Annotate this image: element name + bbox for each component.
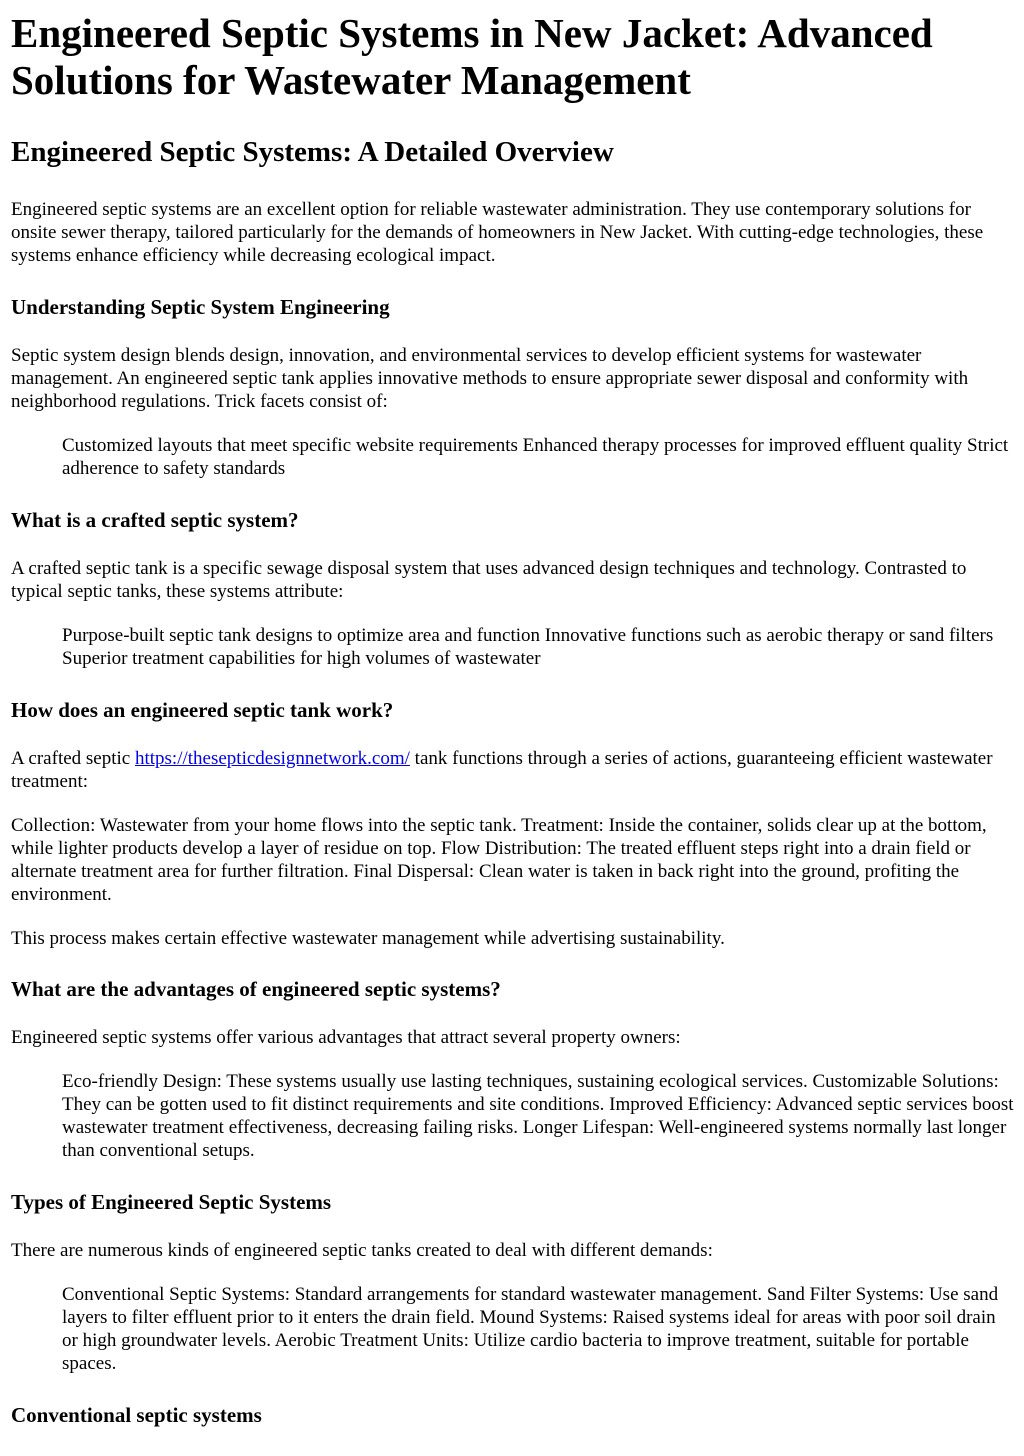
how-paragraph-end: tank functions through a series of actions, guaranteeing efficient wastewater treatment: [11,748,993,792]
conventional-heading: Conventional septic systems [11,1403,262,1427]
overview-paragraph: Engineered septic systems are an excellent option for reliable wastewater administration. They use contemporary solutions for onsite sewer therapy, tailored particularly for the demands of homeowners in New Jacket. With cutting-edge technologies, these systems enhance efficiency while decreasing ecological impact. [11,199,984,266]
advantages-paragraph: Engineered septic systems offer various advantages that attract several property owners: [11,1027,681,1048]
advantages-heading: What are the advantages of engineered septic systems? [11,977,501,1001]
how-paragraph-start: A crafted septic [11,748,135,769]
types-quote: Conventional Septic Systems: Standard arrangements for standard wastewater management. Sand Filter Systems: Use sand layers to filter effluent prior to it enters the drain field. Mound Systems: Raised systems ideal for areas with poor soil drain or high groundwater levels. Aerobic Treatment Units: Utilize cardio bacteria to improve treatment, suitable for portable spaces. [62,1284,999,1374]
understanding-paragraph: Septic system design blends design, innovation, and environmental services to develop efficient systems for wastewater management. An engineered septic tank applies innovative methods to ensure appropriate sewer disposal and conformity with neighborhood regulations. Trick facets consist of: [11,345,969,412]
article [0,10,1024,1428]
how-paragraph [11,747,1014,793]
page-title: Engineered Septic Systems in New Jacket: Advanced Solutions for Wastewater Management [11,10,933,103]
septic-design-network-link[interactable]: https://thesepticdesignnetwork.com/ [134,748,410,769]
how-closing-paragraph: This process makes certain effective wastewater management while advertising sustainability. [11,928,725,949]
crafted-heading: What is a crafted septic system? [11,508,299,532]
how-heading: How does an engineered septic tank work? [11,698,394,722]
advantages-quote: Eco-friendly Design: These systems usually use lasting techniques, sustaining ecological services. Customizable Solutions: They can be gotten used to fit distinct requirements and site conditions. Improved Efficiency: Advanced septic services boost wastewater treatment effectiveness, decreasing failing risks. Longer Lifespan: Well-engineered systems normally last longer than conventional setups. [62,1071,1014,1161]
crafted-quote: Purpose-built septic tank designs to optimize area and function Innovative functions such as aerobic therapy or sand filters Superior treatment capabilities for high volumes of wastewater [62,625,994,669]
types-heading: Types of Engineered Septic Systems [11,1190,332,1214]
how-steps-paragraph: Collection: Wastewater from your home flows into the septic tank. Treatment: Inside the container, solids clear up at the bottom, while lighter products develop a layer of residue on top. Flow Distribution: The treated effluent steps right into a drain field or alternate treatment area for further filtration. Final Dispersal: Clean water is taken in back right into the ground, profiting the environment. [11,815,987,905]
understanding-quote: Customized layouts that meet specific website requirements Enhanced therapy processes for improved effluent quality Strict adherence to safety standards [62,435,1009,479]
crafted-paragraph: A crafted septic tank is a specific sewage disposal system that uses advanced design techniques and technology. Contrasted to typical septic tanks, these systems attribute: [11,558,967,602]
types-paragraph: There are numerous kinds of engineered septic tanks created to deal with different demands: [11,1240,713,1261]
overview-heading: Engineered Septic Systems: A Detailed Overview [11,136,614,168]
understanding-heading: Understanding Septic System Engineering [11,295,390,319]
